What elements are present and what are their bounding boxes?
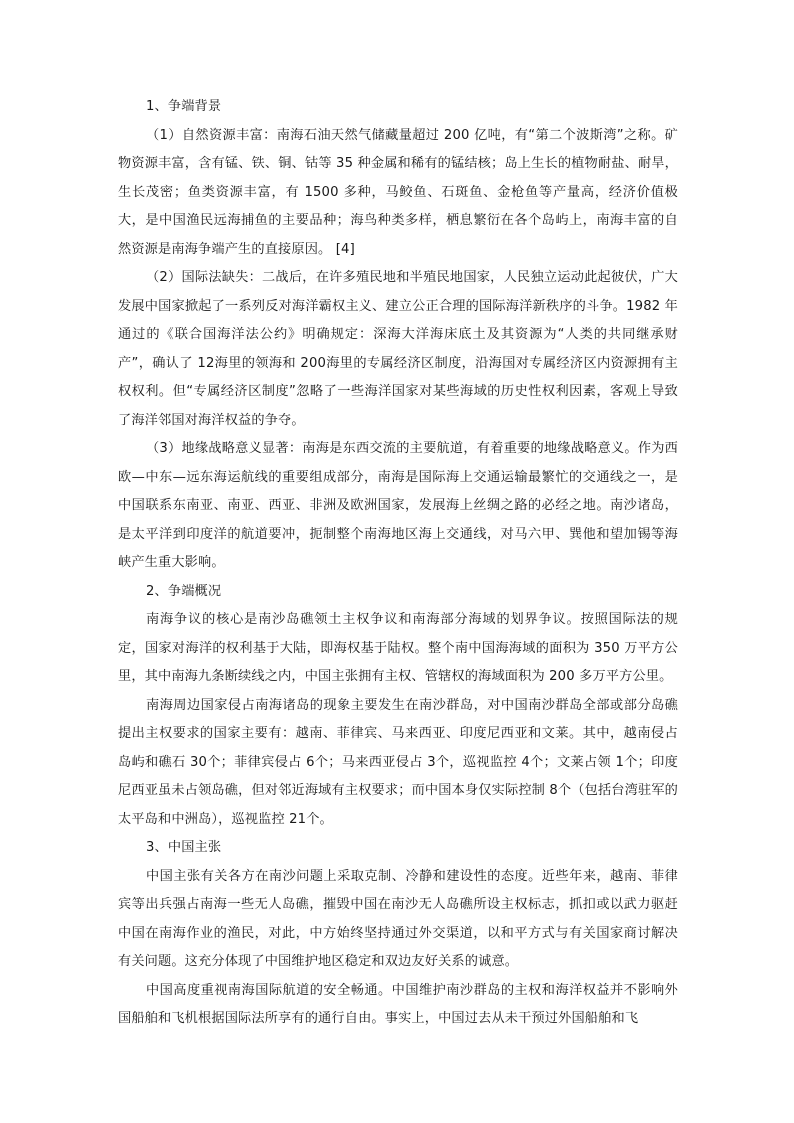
paragraph: 中国主张有关各方在南沙问题上采取克制、冷静和建设性的态度。近些年来，越南、菲律宾等出兵强占南海一些无人岛礁，摧毁中国在南沙无人岛礁所设主权标志，抓扣或以武力驱赶中国在南海作业的渔民，对此，中方始终坚持通过外交渠道，以和平方式与有关国家商讨解决有关问题。这充分体现了中国维护地区稳定和双边友好关系的诚意。 [118,868,678,969]
paragraph: （1）自然资源丰富：南海石油天然气储藏量超过 200 亿吨，有“第二个波斯湾”之称。矿物资源丰富，含有锰、铁、铜、钴等 35 种金属和稀有的锰结核；岛上生长的植物耐盐、耐旱，生长茂密；鱼类资源丰富，有 1500 多种，马鲛鱼、石斑鱼、金枪鱼等产量高，经济价值极大，是中国渔民远海捕鱼的主要品种；海鸟种类多样，栖息繁衍在各个岛屿上，南海丰富的自然资源是南海争端产生的直接原因。 [4] [118,127,678,257]
section-heading: 1、争端背景 [146,99,222,114]
paragraph: 中国高度重视南海国际航道的安全畅通。中国维护南沙群岛的主权和海洋权益并不影响外国船舶和飞机根据国际法所享有的通行自由。事实上，中国过去从未干预过外国船舶和飞 [118,982,678,1026]
section-heading: 2、争端概况 [146,583,222,599]
paragraph: （2）国际法缺失：二战后，在许多殖民地和半殖民地国家，人民独立运动此起彼伏，广大发展中国家掀起了一系列反对海洋霸权主义、建立公正合理的国际海洋新秩序的斗争。1982 年通过的《联合国海洋法公约》明确规定：深海大洋海床底土及其资源为“人类的共同继承财产”，确认了 12海里的领海和 200海里的专属经济区制度，沿海国对专属经济区内资源拥有主权权利。但“专属经济区制度”忽略了一些海洋国家对某些海域的历史性权利因素，客观上导致了海洋邻国对海洋权益的争夺。 [118,270,678,428]
paragraph: （3）地缘战略意义显著：南海是东西交流的主要航道，有着重要的地缘战略意义。作为西欧—中东—远东海运航线的重要组成部分，南海是国际海上交通运输最繁忙的交通线之一，是中国联系东南亚、南亚、西亚、非洲及欧洲国家，发展海上丝绸之路的必经之地。南沙诸岛，是太平洋到印度洋的航道要冲，扼制整个南海地区海上交通线，对马六甲、巽他和望加锡等海峡产生重大影响。 [118,441,678,570]
document-body [118,93,678,1034]
paragraph: 南海争议的核心是南沙岛礁领土主权争议和南海部分海域的划界争议。按照国际法的规定，国家对海洋的权利基于大陆，即海权基于陆权。整个南中国海海域的面积为 350 万平方公里，其中南海九条断续线之内，中国主张拥有主权、管辖权的海域面积为 200 多万平方公里。 [118,612,678,684]
paragraph: 南海周边国家侵占南海诸岛的现象主要发生在南沙群岛，对中国南沙群岛全部或部分岛礁提出主权要求的国家主要有：越南、菲律宾、马来西亚、印度尼西亚和文莱。其中，越南侵占岛屿和礁石 30个；菲律宾侵占 6个；马来西亚侵占 3个，巡视监控 4个；文莱占领 1个；印度尼西亚虽未占领岛礁，但对邻近海域有主权要求；而中国本身仅实际控制 8个（包括台湾驻军的太平岛和中洲岛），巡视监控 21个。 [118,697,678,827]
section-heading: 3、中国主张 [146,840,222,855]
